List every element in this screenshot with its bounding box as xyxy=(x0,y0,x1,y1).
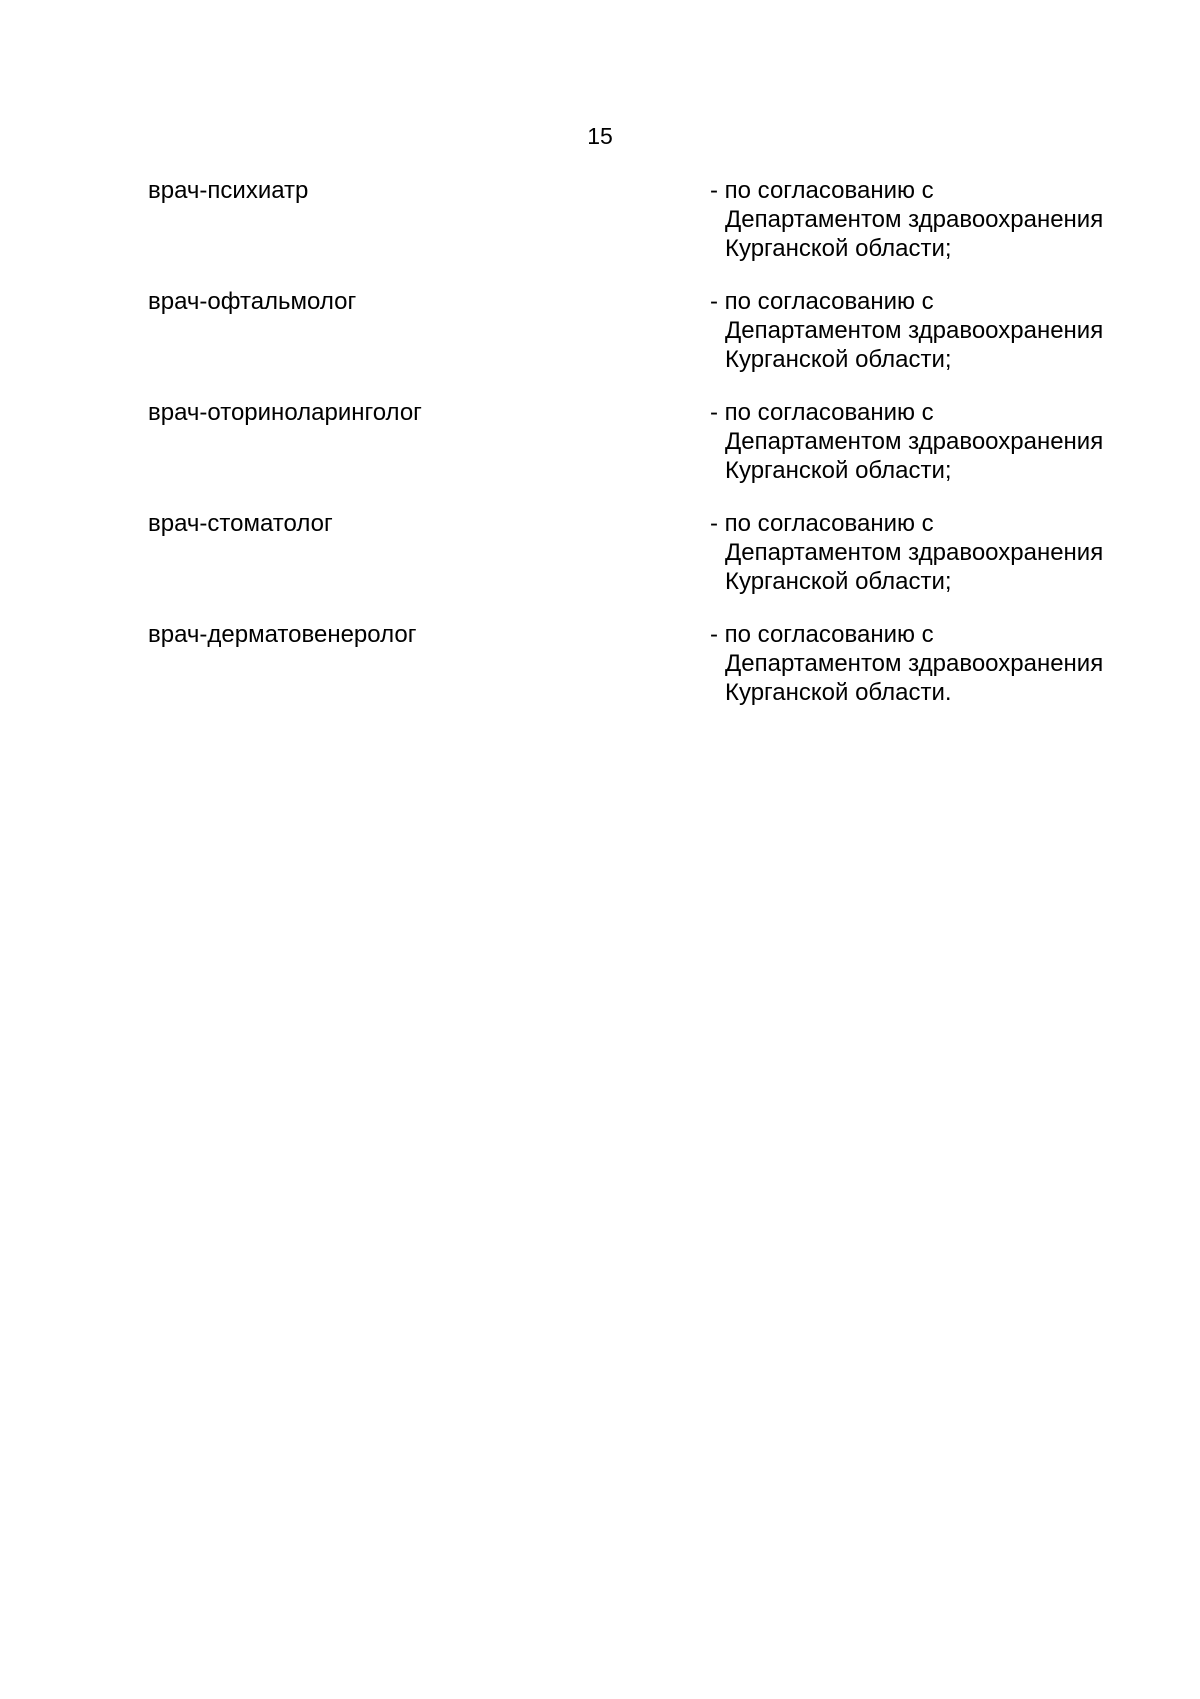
approval-line: - по согласованию с xyxy=(710,288,934,315)
role-label: врач-офтальмолог xyxy=(148,288,357,315)
approval-text xyxy=(710,176,1103,263)
approval-line: Курганской области; xyxy=(725,346,952,373)
approval-line: - по согласованию с xyxy=(710,399,934,426)
page-number: 15 xyxy=(587,123,613,149)
approval-line: Курганской области; xyxy=(725,568,952,595)
approval-text xyxy=(710,398,1103,485)
approval-line: Департаментом здравоохранения xyxy=(725,428,1104,455)
approval-line: - по согласованию с xyxy=(710,510,934,537)
approval-line: - по согласованию с xyxy=(710,177,934,204)
approval-line: - по согласованию с xyxy=(710,621,934,648)
approval-line: Курганской области. xyxy=(725,679,952,706)
approval-text xyxy=(710,620,1103,707)
approval-line: Департаментом здравоохранения xyxy=(725,317,1104,344)
approval-line: Департаментом здравоохранения xyxy=(725,650,1104,677)
role-label: врач-стоматолог xyxy=(148,510,333,537)
approval-line: Курганской области; xyxy=(725,235,952,262)
role-label: врач-дерматовенеролог xyxy=(148,621,417,648)
approval-line: Департаментом здравоохранения xyxy=(725,539,1104,566)
approval-line: Курганской области; xyxy=(725,457,952,484)
approval-text xyxy=(710,509,1103,596)
approval-text xyxy=(710,287,1103,374)
role-label: врач-оториноларинголог xyxy=(148,399,422,426)
role-label: врач-психиатр xyxy=(148,177,309,204)
approval-line: Департаментом здравоохранения xyxy=(725,206,1104,233)
